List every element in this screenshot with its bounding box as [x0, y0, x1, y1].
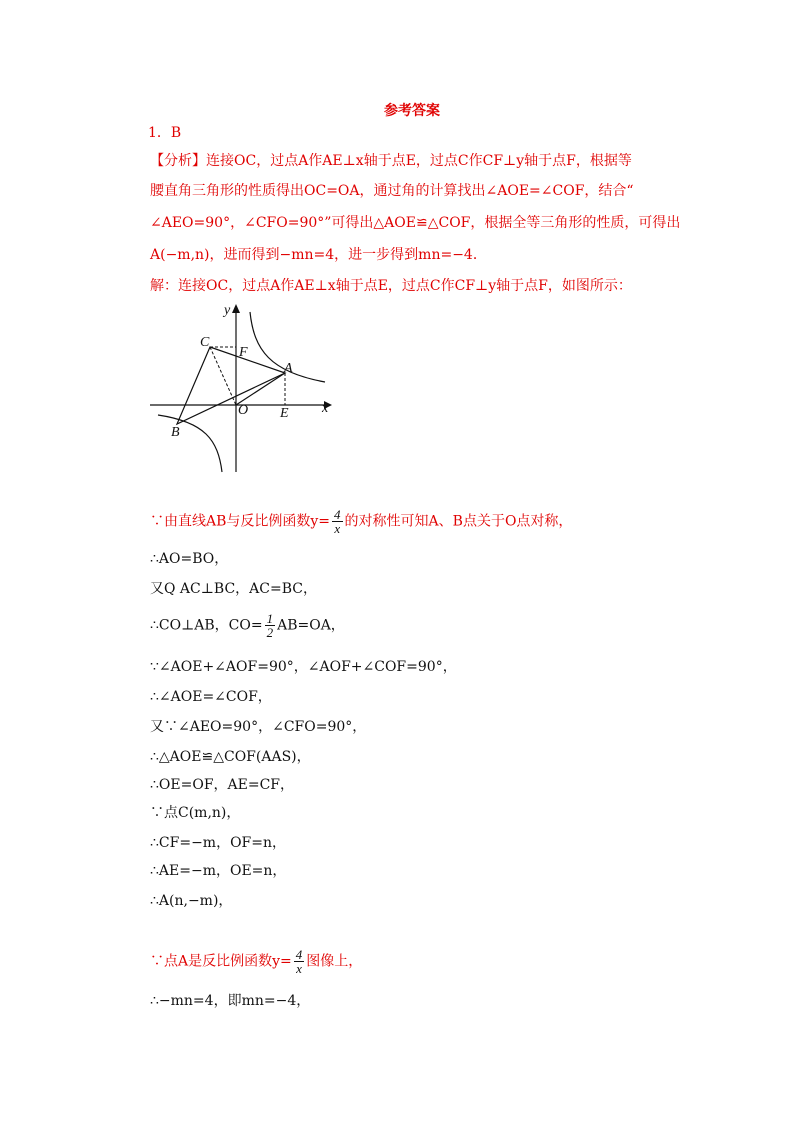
- step-11: ∴CF=−m，OF=n，: [150, 835, 287, 851]
- label-e: E: [280, 406, 289, 421]
- solution-intro: 解：连接OC，过点A作AE⊥x轴于点E，过点C作CF⊥y轴于点F，如图所示：: [150, 278, 632, 294]
- label-x: x: [322, 401, 329, 416]
- analysis-line-1: 【分析】连接OC，过点A作AE⊥x轴于点E，过点C作CF⊥y轴于点F，根据等: [150, 153, 632, 169]
- step-5: ∵∠AOE+∠AOF=90°，∠AOF+∠COF=90°，: [150, 659, 457, 675]
- label-o: O: [238, 403, 249, 418]
- label-c: C: [200, 335, 210, 350]
- step-3: 又Q AC⊥BC，AC=BC，: [150, 581, 317, 597]
- step-7: 又∵∠AEO=90°，∠CFO=90°，: [150, 719, 367, 735]
- y-axis-arrow: [232, 304, 240, 313]
- step-10: ∵点C(m,n)，: [150, 805, 241, 821]
- label-f: F: [239, 345, 248, 360]
- page-title: 参考答案: [384, 103, 440, 119]
- step-14: ∵点A是反比例函数y= $\frac{4}{x}$ 图像上，: [150, 947, 363, 976]
- step-2: ∴AO=BO，: [150, 551, 229, 567]
- step-15: ∴−mn=4，即mn=−4，: [150, 993, 311, 1009]
- coordinate-figure: [150, 300, 340, 475]
- step-13: ∴A(n,−m)，: [150, 893, 233, 909]
- segment-oa: [236, 373, 285, 405]
- segment-co: [210, 347, 236, 405]
- step-1: ∵由直线AB与反比例函数y= $\frac{4}{x}$ 的对称性可知A、B点关于O点对称，: [150, 507, 573, 536]
- label-y: y: [224, 303, 231, 318]
- analysis-line-4: A(−m,n)，进而得到−mn=4，进一步得到mn=−4．: [150, 247, 487, 263]
- step-9: ∴OE=OF，AE=CF，: [150, 777, 295, 793]
- question-number: 1．B: [148, 125, 182, 141]
- label-b: B: [171, 425, 180, 440]
- step-8: ∴△AOE≌△COF(AAS)，: [150, 749, 311, 765]
- analysis-line-2: 腰直角三角形的性质得出OC=OA，通过角的计算找出∠AOE=∠COF，结合“: [150, 183, 634, 199]
- label-a: A: [284, 361, 293, 376]
- analysis-line-3: ∠AEO=90°，∠CFO=90°”可得出△AOE≌△COF，根据全等三角形的性质，可得出: [150, 215, 681, 231]
- hyperbola-branch-2: [158, 415, 222, 472]
- step-4: ∴CO⊥AB，CO= $\frac{1}{2}$ AB=OA，: [150, 611, 345, 640]
- step-6: ∴∠AOE=∠COF，: [150, 689, 272, 705]
- step-12: ∴AE=−m，OE=n，: [150, 863, 287, 879]
